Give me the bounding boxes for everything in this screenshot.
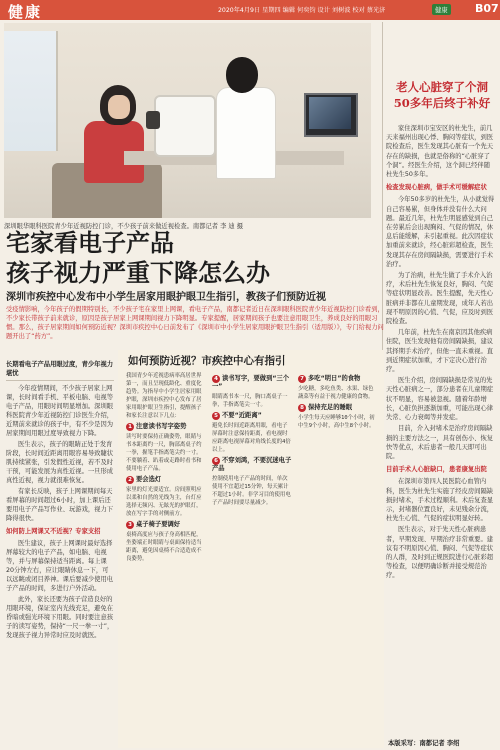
photo-child-face (108, 95, 130, 119)
guide-point-title: 2 要会选灯 (126, 476, 206, 484)
guide-point-title: 6 不穿刘鸿，不要沉迷电子产品 (212, 457, 292, 472)
guide-paragraph: 桌椅高度应与孩子身高相匹配，坐姿端正时眼睛与桌面保持适当距离，避免因桌椅不合适造成不良姿势。 (126, 532, 202, 562)
side-paragraph: 今年50多岁的杜先生，从小就觉得自己容易累，但身体并没有什么大问题。最近几年，杜先生明显感觉到自己在劳累后会出现胸闷、气促的情况，休息后能缓解，未引起重视。此次因症状加重前来就诊，经心脏彩超检查，医生发现其存在房间隔缺损，需要进行手术治疗。 (386, 196, 495, 268)
side-title-line2: 50多年后终于补好 (393, 96, 491, 110)
photo-caption: 深圳眼华眼科医院青少年近视防控门诊，不少孩子前来做近视检查。南都记者 李 迪 摄 (4, 223, 243, 230)
side-paragraph: 在深圳市第四人民医院心血管内科，医生为杜先生实施了经皮房间隔缺损封堵术，手术过程顺利。术后复查显示，封堵器位置良好，未见残余分流，杜先生心慌、气促的症状明显好转。 (386, 478, 494, 523)
photo-doctor-head (226, 57, 258, 93)
guide-paragraph: 我国青少年近视患病率高居世界第一，而且呈现低龄化、重度化趋势。为指导中小学生居家用眼护眼，深圳市疾控中心发布了居家用眼护眼卫生指引，提醒孩子和家长注意以下几点： (126, 373, 202, 419)
author-credit: 本版采写：南都记者 李绍 (388, 740, 460, 747)
guide-point-title: 3 桌子椅子要调好 (126, 521, 206, 529)
side-title-line1: 老人心脏穿了个洞 (396, 80, 488, 94)
guide-paragraph: 小学生每天应睡够10个小时，初中生9个小时，高中生8个小时。 (298, 415, 375, 429)
guide-paragraph: 读写时要保持正确姿势，眼睛与书本距离约一尺，胸部离桌子约一拳，握笔手指离笔尖约一寸。不要躺着、趴着或走路时看书和使用电子产品。 (126, 434, 202, 472)
guide-point-title: 4 读书写字，要做到“三个一” (212, 375, 290, 390)
number-badge: 6 (212, 457, 220, 465)
guide-paragraph: 控制使用电子产品的时间，单次使用不宜超过15分钟，每天累计不超过1小时。非学习目的使用电子产品时间要尽量减少。 (212, 476, 291, 506)
guide-paragraph: 避免长时间近距离用眼，看电子屏幕时注意保持距离，看电视时应距离电视屏幕对角线长度的4倍以上。 (212, 423, 291, 453)
guide-paragraph: 家里的灯光要适宜。房间照明应以柔和自然的光线为主，台灯应选择无频闪、无眩光的护眼灯，放在写字手的对侧前方。 (126, 487, 202, 517)
side-paragraph: 医生表示，对于先天性心脏病患者，早期发现、早期治疗非常重要。建议有不明原因心慌、胸闷、气促等症状的人群，及时到正规医院进行心脏彩超等检查，以便明确诊断并接受规范治疗。 (386, 526, 494, 580)
guide-box (118, 350, 384, 748)
side-story-body (386, 124, 496, 583)
side-subheading: 检查发现心脏病，做手术可缓解症状 (386, 184, 487, 192)
number-badge: 3 (126, 521, 134, 529)
number-badge: 7 (298, 375, 306, 383)
side-paragraph: 医生介绍，房间隔缺损是常见的先天性心脏病之一，部分患者在儿童期症状不明显，容易被忽视。随着年龄增长，心脏负担逐渐加重，可能出现心律失常、心力衰竭等并发症。 (386, 377, 494, 422)
guide-column (126, 372, 206, 565)
section-tag: 健康 (432, 4, 451, 15)
main-paragraph: 有家长反映，孩子上网课期间每天看屏幕的时间超过6小时，加上课后还要用电子产品写作业、玩游戏，视力下降得很快。 (6, 488, 114, 522)
headline-line1: 宅家看电子产品 (6, 228, 174, 257)
issue-meta: 2020年4月9日 星期四 编辑 何奕钧 设计 刘树波 校对 蔡光济 (218, 7, 386, 14)
main-subheading: 长期看电子产品用眼过度，青少年视力堪忧 (6, 360, 114, 381)
side-paragraph: 目前，介入封堵术是治疗房间隔缺损的主要方法之一，具有创伤小、恢复快等优点，术后患者一般几天即可出院。 (386, 425, 494, 460)
number-badge: 4 (212, 375, 220, 383)
guide-column (212, 372, 292, 509)
guide-title: 如何预防近视？市疾控中心有指引 (128, 355, 286, 367)
main-subheading: 如何防上网课又不近视？专家支招 (6, 528, 101, 535)
side-paragraph: 几年前，杜先生在南京因其他疾病住院，医生发现他有房间隔缺损，建议其择期手术治疗，但他一直未重视。直到近期症状加重，才下定决心进行治疗。 (386, 329, 494, 374)
page-number: B07 (475, 2, 499, 15)
page-banner (0, 0, 500, 20)
photo-window (4, 31, 58, 151)
main-lead: 受疫情影响，今年孩子的假期特别长，不少孩子宅在家里上网课，看电子产品，南都记者近日在深圳眼科医院青少年近视防控门诊看到，不少家长带孩子前来就诊，原因是孩子居家上网课期间视力下降明显。专家提醒，居家期间孩子也要注意用眼卫生，养成良好的用眼习惯。那么，孩子居家期间如何预防近视？深圳市疾控中心日前发布了《深圳市中小学生居家用眼护眼卫生指引（适用版）》，专门给视力问题开出了“药方”。 (6, 306, 384, 340)
side-story-title (386, 79, 498, 111)
side-subheading: 目前手术人心脏缺口，患者康复出院 (386, 466, 487, 474)
photo-doctor (216, 87, 276, 179)
news-photo (4, 23, 371, 218)
main-paragraph: 医生建议，孩子上网课时最好选择屏幕较大的电子产品，如电脑、电视等，并与屏幕保持适当距离。每上课20分钟左右，应让眼睛休息一下，可以远眺或闭目养神。课后要减少使用电子产品的时间，多进行户外活动。 (6, 540, 114, 592)
guide-point-title: 1 注意读书写字姿势 (126, 423, 206, 431)
guide-paragraph: 眼睛离书本一尺，胸口离桌子一拳，手指离笔尖一寸。 (212, 394, 288, 408)
main-column (6, 358, 114, 642)
main-paragraph: 此外，家长还要为孩子营造良好的用眼环境，保证室内光线充足，避免在昏暗或强光环境下用眼。同时要注意孩子的读写姿势，保持“一尺一拳一寸”，发现孩子视力异常时应及时就医。 (6, 596, 114, 639)
number-badge: 1 (126, 423, 134, 431)
number-badge: 2 (126, 476, 134, 484)
section-title: 健康 (8, 3, 43, 21)
side-paragraph: 家住深圳市宝安区的杜先生，前几天来福州出现心悸、胸闷等症状，到医院检查后，医生发现其心脏有一个先天存在的缺损，也就是俗称的“心脏穿了个洞”。经医生介绍，这个洞已经伴随杜先生50多年。 (386, 125, 494, 179)
photo-monitor-screen (309, 97, 351, 129)
headline-line2: 孩子视力严重下降怎么办 (6, 258, 270, 287)
number-badge: 5 (212, 412, 220, 420)
side-paragraph: 为了治病，杜先生做了手术介入治疗，术后杜先生恢复良好，胸闷、气促等症状明显改善。医生提醒，先天性心脏病并非都在儿童期发现，成年人若出现不明原因的心慌、气促，应及时到医院检查。 (386, 272, 494, 326)
guide-column (298, 372, 378, 432)
main-headline (6, 228, 384, 288)
number-badge: 8 (298, 404, 306, 412)
main-subheadline: 深圳市疾控中心发布中小学生居家用眼护眼卫生指引，教孩子们预防近视 (6, 292, 326, 303)
guide-point-title: 7 多吃“明日”的食物 (298, 375, 378, 383)
photo-eyepiece (146, 111, 160, 129)
guide-point-title: 8 保持充足的睡眠 (298, 404, 378, 412)
main-paragraph: 医生表示，孩子的眼睛正处于发育阶段，长时间近距离用眼容易导致睫状肌持续紧张，引发假性近视，若不及时干预，可能发展为真性近视。一旦形成真性近视，视力就很难恢复。 (6, 441, 114, 484)
main-paragraph: 今年疫情期间，不少孩子居家上网课，长时间看手机、平板电脑、电视等电子产品，用眼时间明显增加。深圳眼科医院青少年近视防控门诊医生介绍，近期前来就诊的孩子中，有不少是因为居家期间用眼过度导致视力下降。 (6, 385, 114, 437)
photo-eye-machine (154, 95, 216, 157)
guide-paragraph: 少吃糖，多吃鱼类、水果、绿色蔬菜等有益于视力健康的食物。 (298, 386, 374, 400)
guide-point-title: 5 不要“近距离” (212, 412, 292, 420)
